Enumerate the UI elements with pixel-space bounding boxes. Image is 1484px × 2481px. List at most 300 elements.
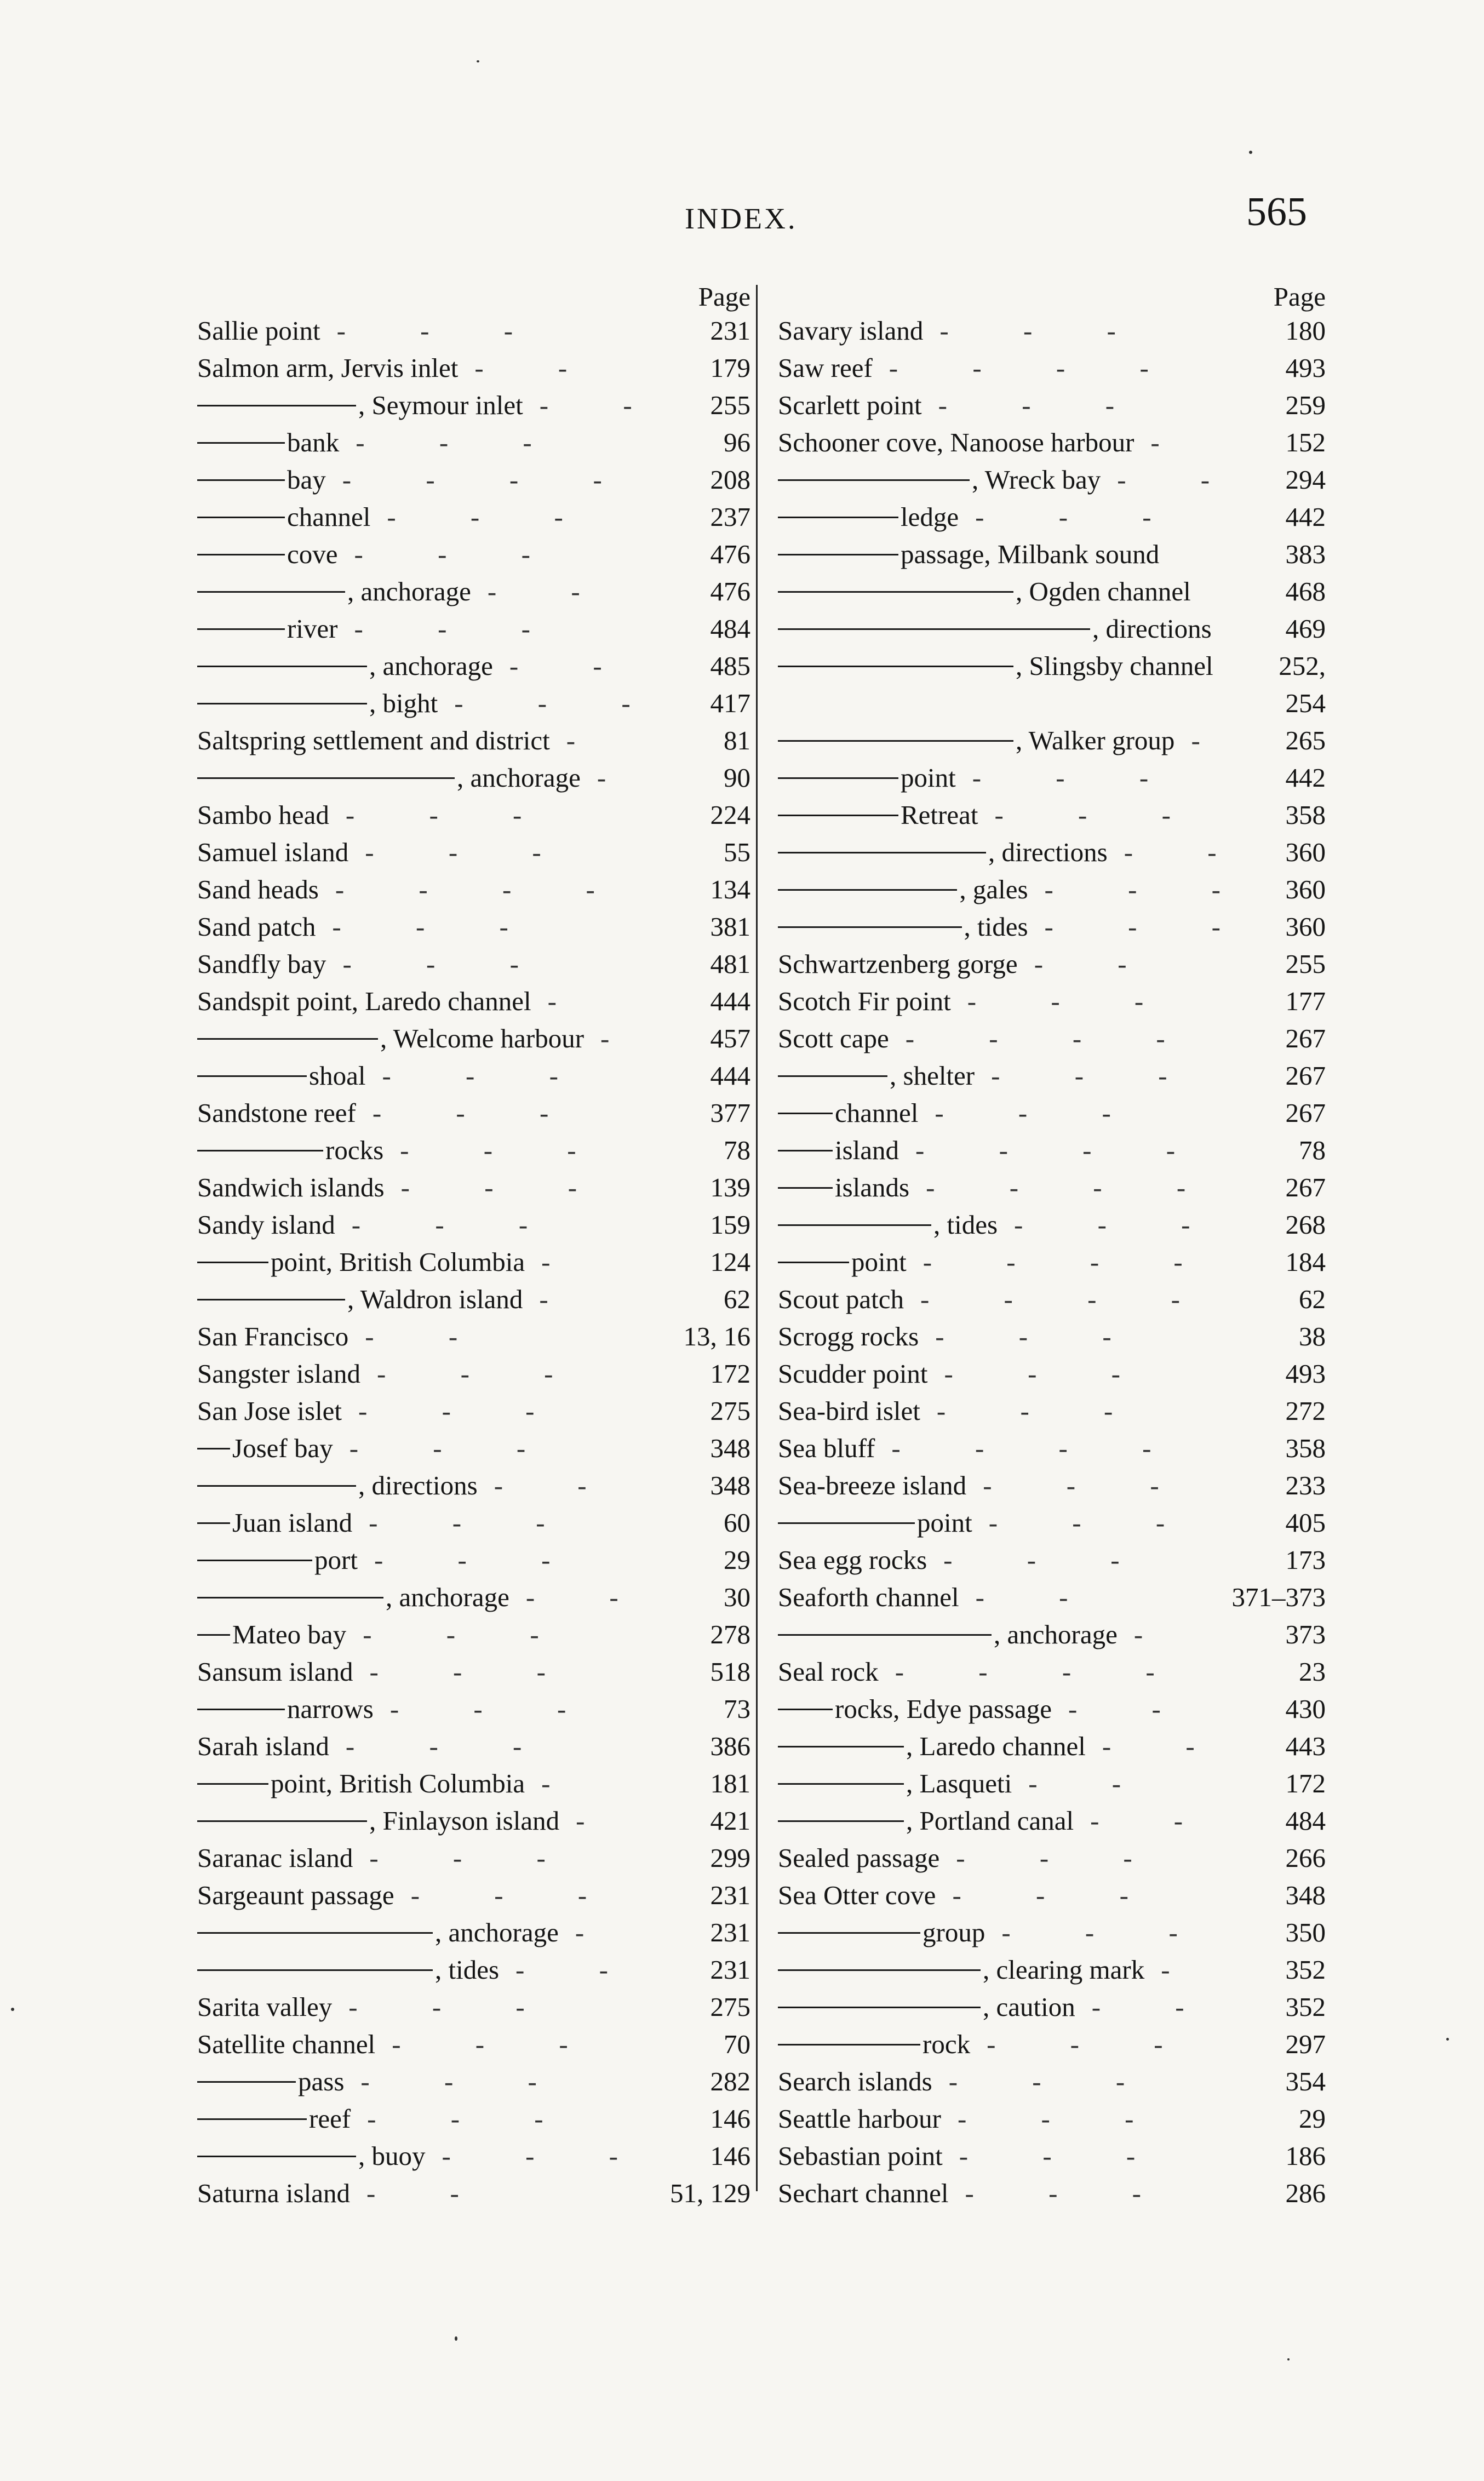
entry-leader: - - -: [965, 2178, 1175, 2208]
entry-page: 275: [710, 1992, 750, 2022]
index-entry: [197, 797, 750, 834]
entry-text: group: [923, 1917, 985, 1947]
index-entry: [778, 1989, 1326, 2026]
entry-leader: - -: [1124, 837, 1251, 867]
index-column-right: [778, 274, 1326, 2212]
entry-text: rocks: [325, 1135, 384, 1165]
index-entry: [197, 349, 750, 387]
index-entry: [778, 1355, 1326, 1393]
entry-page: 255: [1285, 949, 1326, 979]
entry-text: Sarita valley: [197, 1992, 333, 2022]
ditto-rule: [197, 517, 285, 518]
entry-leader: - -: [487, 576, 614, 606]
entry-text: point, British Columbia: [271, 1768, 525, 1798]
entry-leader: - - - -: [926, 1172, 1220, 1202]
index-entry: [197, 1765, 750, 1802]
index-entry: [197, 1355, 750, 1393]
index-entry: [778, 1765, 1326, 1802]
index-entry: [778, 1691, 1326, 1728]
ditto-rule: [778, 1113, 833, 1114]
index-entry: [778, 2138, 1326, 2175]
entry-leader: -: [541, 1768, 585, 1798]
entry-leader: - - -: [349, 1433, 560, 1463]
entry-text: , anchorage: [347, 576, 471, 606]
entry-page: 354: [1285, 2066, 1326, 2096]
entry-page: 417: [710, 688, 750, 718]
entry-text: , directions: [358, 1470, 478, 1500]
entry-leader: - -: [1034, 949, 1161, 979]
entry-page: 208: [710, 465, 750, 495]
entry-page: 184: [1285, 1247, 1326, 1277]
entry-page: 177: [1285, 986, 1326, 1016]
entry-text: Sandstone reef: [197, 1098, 356, 1128]
entry-text: island: [835, 1135, 899, 1165]
index-entry: [197, 499, 750, 536]
ditto-rule: [778, 628, 1090, 630]
ditto-rule: [197, 1560, 312, 1561]
entry-text: , tides: [435, 1955, 500, 1985]
index-entry: [778, 1840, 1326, 1877]
entry-text: Scrogg rocks: [778, 1321, 919, 1351]
index-entry: [778, 1430, 1326, 1467]
entry-text: Saltspring settlement and district: [197, 725, 550, 755]
entry-text: San Jose islet: [197, 1396, 342, 1426]
entry-text: Sallie point: [197, 316, 320, 346]
index-entry: [197, 2026, 750, 2063]
index-entry: [778, 946, 1326, 983]
entry-leader: - -: [539, 390, 666, 420]
ditto-rule: [197, 1448, 230, 1449]
entry-text: Seattle harbour: [778, 2104, 941, 2134]
entry-page: 29: [724, 1545, 750, 1575]
entry-text: , caution: [983, 1992, 1075, 2022]
entry-text: Schooner cove, Nanoose harbour: [778, 427, 1135, 457]
entry-text: , Welcome harbour: [380, 1023, 585, 1053]
entry-text: point: [901, 763, 956, 793]
entry-leader: -: [1191, 725, 1234, 755]
index-entry: [778, 1504, 1326, 1542]
entry-leader: - - -: [972, 763, 1183, 793]
entry-text: Sea-bird islet: [778, 1396, 920, 1426]
entry-text: Sansum island: [197, 1657, 353, 1687]
index-entry: [778, 1132, 1326, 1169]
entry-page: 484: [1285, 1806, 1326, 1836]
entry-text: Seal rock: [778, 1657, 879, 1687]
entry-leader: -: [600, 1023, 644, 1053]
entry-leader: - - -: [935, 1321, 1145, 1351]
entry-page: 146: [710, 2141, 750, 2171]
entry-page: 348: [1285, 1880, 1326, 1910]
ditto-rule: [197, 1634, 230, 1636]
entry-text: Satellite channel: [197, 2029, 376, 2059]
entry-leader: - - -: [952, 1880, 1162, 1910]
entry-text: , buoy: [358, 2141, 426, 2171]
entry-leader: - -: [1102, 1731, 1229, 1761]
ditto-rule: [197, 591, 345, 593]
entry-page: 13, 16: [683, 1321, 750, 1351]
ditto-rule: [778, 1969, 981, 1971]
entry-leader: - - -: [400, 1172, 611, 1202]
entry-leader: - - -: [1044, 912, 1254, 942]
entry-leader: - - -: [372, 1098, 583, 1128]
column-rule: [756, 285, 758, 2191]
entry-text: Samuel island: [197, 837, 349, 867]
entry-page: 348: [710, 1470, 750, 1500]
ditto-rule: [778, 889, 957, 891]
index-entry: [197, 759, 750, 797]
entry-page: 282: [710, 2066, 750, 2096]
index-entry: [778, 2026, 1326, 2063]
entry-text: channel: [835, 1098, 919, 1128]
entry-text: , directions: [1092, 614, 1212, 644]
index-entry: [197, 610, 750, 648]
index-entry: [778, 312, 1326, 349]
index-entry: [197, 1728, 750, 1765]
entry-leader: - - -: [410, 1880, 621, 1910]
ditto-rule: [197, 479, 285, 481]
entry-text: , anchorage: [386, 1582, 509, 1612]
entry-page: 96: [724, 427, 750, 457]
index-entry: [197, 1989, 750, 2026]
index-entry: [778, 499, 1326, 536]
entry-page: 90: [724, 763, 750, 793]
entry-text: , shelter: [890, 1061, 975, 1091]
entry-page: 377: [710, 1098, 750, 1128]
entry-page: 78: [1299, 1135, 1326, 1165]
ditto-rule: [197, 777, 455, 779]
entry-leader: -: [575, 1917, 618, 1947]
entry-page: 231: [710, 1955, 750, 1985]
index-entry: [778, 648, 1326, 685]
entry-page: 294: [1285, 465, 1326, 495]
entry-text: , Wreck bay: [972, 465, 1101, 495]
entry-page: 352: [1285, 1992, 1326, 2022]
entry-page: 252,: [1279, 651, 1326, 681]
entry-page: 383: [1285, 539, 1326, 569]
entry-page: 444: [710, 986, 750, 1016]
entry-leader: - -: [494, 1470, 621, 1500]
ditto-rule: [197, 1485, 356, 1487]
ditto-rule: [778, 815, 898, 816]
entry-leader: - -: [365, 1321, 492, 1351]
entry-page: 360: [1285, 837, 1326, 867]
entry-leader: - - -: [987, 2029, 1197, 2059]
entry-leader: - - -: [442, 2141, 652, 2171]
index-entry: [778, 834, 1326, 871]
index-entry: [197, 1281, 750, 1318]
index-entry: [197, 1653, 750, 1691]
entry-leader: - - - -: [895, 1657, 1189, 1687]
entry-page: 186: [1285, 2141, 1326, 2171]
entry-leader: - - -: [975, 502, 1185, 532]
entry-text: Saturna island: [197, 2178, 350, 2208]
index-entry: [778, 1616, 1326, 1653]
ditto-rule: [197, 1783, 268, 1785]
entry-page: 152: [1285, 427, 1326, 457]
index-entry: [778, 2100, 1326, 2138]
entry-leader: - - -: [336, 316, 547, 346]
entry-leader: - -: [1028, 1768, 1155, 1798]
ditto-rule: [197, 2118, 307, 2120]
index-entry: [197, 2138, 750, 2175]
entry-leader: - - -: [956, 1843, 1166, 1873]
entry-page: 476: [710, 539, 750, 569]
entry-leader: - - -: [392, 2029, 602, 2059]
index-entry: [197, 2063, 750, 2100]
entry-text: point: [851, 1247, 907, 1277]
index-entry: [778, 1914, 1326, 1951]
entry-text: channel: [287, 502, 371, 532]
entry-page: 268: [1285, 1210, 1326, 1240]
entry-text: Seaforth channel: [778, 1582, 959, 1612]
entry-page: 224: [710, 800, 750, 830]
ditto-rule: [778, 517, 898, 518]
entry-leader: - - - -: [905, 1023, 1199, 1053]
index-entry: [197, 1206, 750, 1244]
entry-text: reef: [309, 2104, 351, 2134]
entry-page: 62: [1299, 1284, 1326, 1314]
entry-leader: - -: [1090, 1806, 1217, 1836]
entry-text: Search islands: [778, 2066, 932, 2096]
entry-text: Sealed passage: [778, 1843, 940, 1873]
entry-page: 73: [724, 1694, 750, 1724]
entry-page: 352: [1285, 1955, 1326, 1985]
index-entry: [197, 2175, 750, 2212]
ditto-rule: [778, 1634, 992, 1636]
entry-page: 146: [710, 2104, 750, 2134]
index-entry: [197, 573, 750, 610]
index-entry: [197, 1169, 750, 1206]
entry-leader: - - -: [387, 502, 597, 532]
entry-page: 231: [710, 1880, 750, 1910]
index-entry: [778, 1542, 1326, 1579]
entry-page: 179: [710, 353, 750, 383]
entry-text: , Ogden channel: [1016, 576, 1191, 606]
index-entry: [778, 1802, 1326, 1840]
entry-page: 358: [1285, 1433, 1326, 1463]
index-entry: [778, 983, 1326, 1020]
entry-text: San Francisco: [197, 1321, 349, 1351]
entry-leader: - - -: [957, 2104, 1168, 2134]
entry-page: 172: [710, 1359, 750, 1389]
scan-speck: [1287, 2358, 1290, 2360]
index-entry: [778, 2063, 1326, 2100]
ditto-rule: [197, 628, 285, 630]
entry-leader: - - -: [400, 1135, 610, 1165]
entry-leader: - - -: [944, 1359, 1154, 1389]
ditto-rule: [197, 2156, 356, 2157]
entry-leader: -: [547, 986, 591, 1016]
index-entry: [197, 871, 750, 908]
index-entry: [778, 1467, 1326, 1504]
entry-leader: -: [1133, 1619, 1177, 1649]
index-entry: [197, 685, 750, 722]
entry-text: , gales: [959, 874, 1028, 904]
ditto-rule: [778, 1746, 904, 1747]
index-entry: [778, 1020, 1326, 1057]
entry-page: 360: [1285, 874, 1326, 904]
entry-text: , Laredo channel: [906, 1731, 1086, 1761]
entry-page: 134: [710, 874, 750, 904]
entry-text: , Seymour inlet: [358, 390, 523, 420]
entry-text: passage, Milbank sound: [901, 539, 1160, 569]
index-entry: [197, 387, 750, 424]
index-entry: [778, 2175, 1326, 2212]
entry-leader: -: [541, 1247, 585, 1277]
entry-leader: - -: [525, 1582, 652, 1612]
ditto-rule: [778, 591, 1013, 593]
entry-leader: -: [566, 725, 610, 755]
index-entry: [197, 424, 750, 461]
index-entry: [197, 983, 750, 1020]
ditto-rule: [197, 703, 367, 704]
index-entry: [778, 1057, 1326, 1095]
index-entry: [778, 797, 1326, 834]
entry-leader: - - -: [959, 2141, 1170, 2171]
entry-text: shoal: [309, 1061, 366, 1091]
entry-page: 267: [1285, 1172, 1326, 1202]
ditto-rule: [778, 1262, 849, 1263]
index-entry: [778, 1393, 1326, 1430]
entry-leader: - - -: [360, 2066, 571, 2096]
index-entry: [778, 461, 1326, 499]
ditto-rule: [778, 2044, 920, 2045]
entry-page: 493: [1285, 1359, 1326, 1389]
index-entry: [197, 1393, 750, 1430]
entry-leader: - - - -: [891, 1433, 1185, 1463]
index-entry: [778, 1206, 1326, 1244]
entry-leader: -: [1150, 427, 1194, 457]
entry-leader: - - - -: [342, 465, 636, 495]
scan-speck: [1249, 151, 1252, 154]
entry-page: 442: [1285, 763, 1326, 793]
entry-text: Scarlett point: [778, 390, 922, 420]
entry-page: 70: [724, 2029, 750, 2059]
entry-text: , anchorage: [369, 651, 493, 681]
index-entry: [197, 1951, 750, 1989]
entry-leader: - - - -: [335, 874, 629, 904]
entry-text: Sechart channel: [778, 2178, 949, 2208]
entry-text: pass: [298, 2066, 345, 2096]
index-entry: [197, 1691, 750, 1728]
index-entry: [197, 1504, 750, 1542]
entry-text: Scudder point: [778, 1359, 928, 1389]
entry-text: Sarah island: [197, 1731, 329, 1761]
index-entry: [197, 2100, 750, 2138]
ditto-rule: [197, 1709, 285, 1710]
entry-leader: - - -: [991, 1061, 1201, 1091]
entry-page: 231: [710, 1917, 750, 1947]
entry-page: 29: [1299, 2104, 1326, 2134]
entry-leader: - - -: [369, 1657, 580, 1687]
ditto-rule: [197, 1522, 230, 1524]
index-entry: [197, 1318, 750, 1355]
index-entry: [197, 1840, 750, 1877]
entry-leader: - - -: [358, 1396, 569, 1426]
entry-page: 278: [710, 1619, 750, 1649]
entry-leader: - - - -: [920, 1284, 1214, 1314]
entry-page: 297: [1285, 2029, 1326, 2059]
entry-text: , Finlayson island: [369, 1806, 560, 1836]
entry-page: 348: [710, 1433, 750, 1463]
entry-page: 81: [724, 725, 750, 755]
entry-text: rock: [923, 2029, 971, 2059]
entry-text: , tides: [964, 912, 1028, 942]
index-entry: [778, 536, 1326, 573]
entry-page: 518: [710, 1657, 750, 1687]
index-entry: [197, 1616, 750, 1653]
index-entry: [197, 1579, 750, 1616]
entry-leader: - - -: [351, 1210, 562, 1240]
index-entry: [197, 1020, 750, 1057]
entry-leader: - - -: [354, 539, 564, 569]
entry-leader: -: [1161, 1955, 1204, 1985]
ditto-rule: [778, 852, 986, 853]
entry-text: , tides: [933, 1210, 998, 1240]
entry-leader: - - -: [363, 1619, 573, 1649]
entry-page: 430: [1285, 1694, 1326, 1724]
entry-text: Mateo bay: [232, 1619, 347, 1649]
entry-page: 78: [724, 1135, 750, 1165]
entry-leader: - - -: [454, 688, 664, 718]
entry-leader: - - -: [994, 800, 1205, 830]
entry-leader: - -: [515, 1955, 642, 1985]
entry-text: point, British Columbia: [271, 1247, 525, 1277]
entry-page: 139: [710, 1172, 750, 1202]
entry-leader: -: [597, 763, 640, 793]
entry-page: 371–373: [1231, 1582, 1326, 1612]
index-entry: [778, 610, 1326, 648]
index-entry: [197, 1132, 750, 1169]
ditto-rule: [778, 1187, 833, 1189]
entry-text: cove: [287, 539, 338, 569]
entry-leader: - - -: [938, 390, 1149, 420]
entry-text: bank: [287, 427, 340, 457]
entry-page: 476: [710, 576, 750, 606]
index-entry: [197, 1877, 750, 1914]
ditto-rule: [778, 1150, 833, 1151]
index-entry: [778, 759, 1326, 797]
entry-text: Sambo head: [197, 800, 329, 830]
index-entry: [197, 312, 750, 349]
entry-leader: - - -: [948, 2066, 1159, 2096]
entry-leader: - - - -: [915, 1135, 1210, 1165]
index-entry: [778, 685, 1326, 722]
entry-page: 421: [710, 1806, 750, 1836]
index-entry: [778, 1095, 1326, 1132]
entry-text: river: [287, 614, 338, 644]
index-entry: [778, 424, 1326, 461]
entry-text: Retreat: [901, 800, 978, 830]
index-entry: [778, 1877, 1326, 1914]
entry-leader: - - -: [1044, 874, 1254, 904]
scan-speck: [477, 60, 479, 62]
ditto-rule: [778, 1224, 931, 1226]
ditto-rule: [778, 926, 962, 928]
entry-leader: - - -: [374, 1545, 585, 1575]
entry-text: Sea Otter cove: [778, 1880, 936, 1910]
entry-page: 358: [1285, 800, 1326, 830]
entry-text: Sangster island: [197, 1359, 361, 1389]
entry-leader: - -: [1117, 465, 1244, 495]
entry-text: Savary island: [778, 316, 924, 346]
index-entry: [778, 871, 1326, 908]
index-entry: [778, 1169, 1326, 1206]
ditto-rule: [778, 2007, 981, 2008]
entry-page: 51, 129: [670, 2178, 750, 2208]
ditto-rule: [778, 666, 1013, 667]
entry-page: 38: [1299, 1321, 1326, 1351]
